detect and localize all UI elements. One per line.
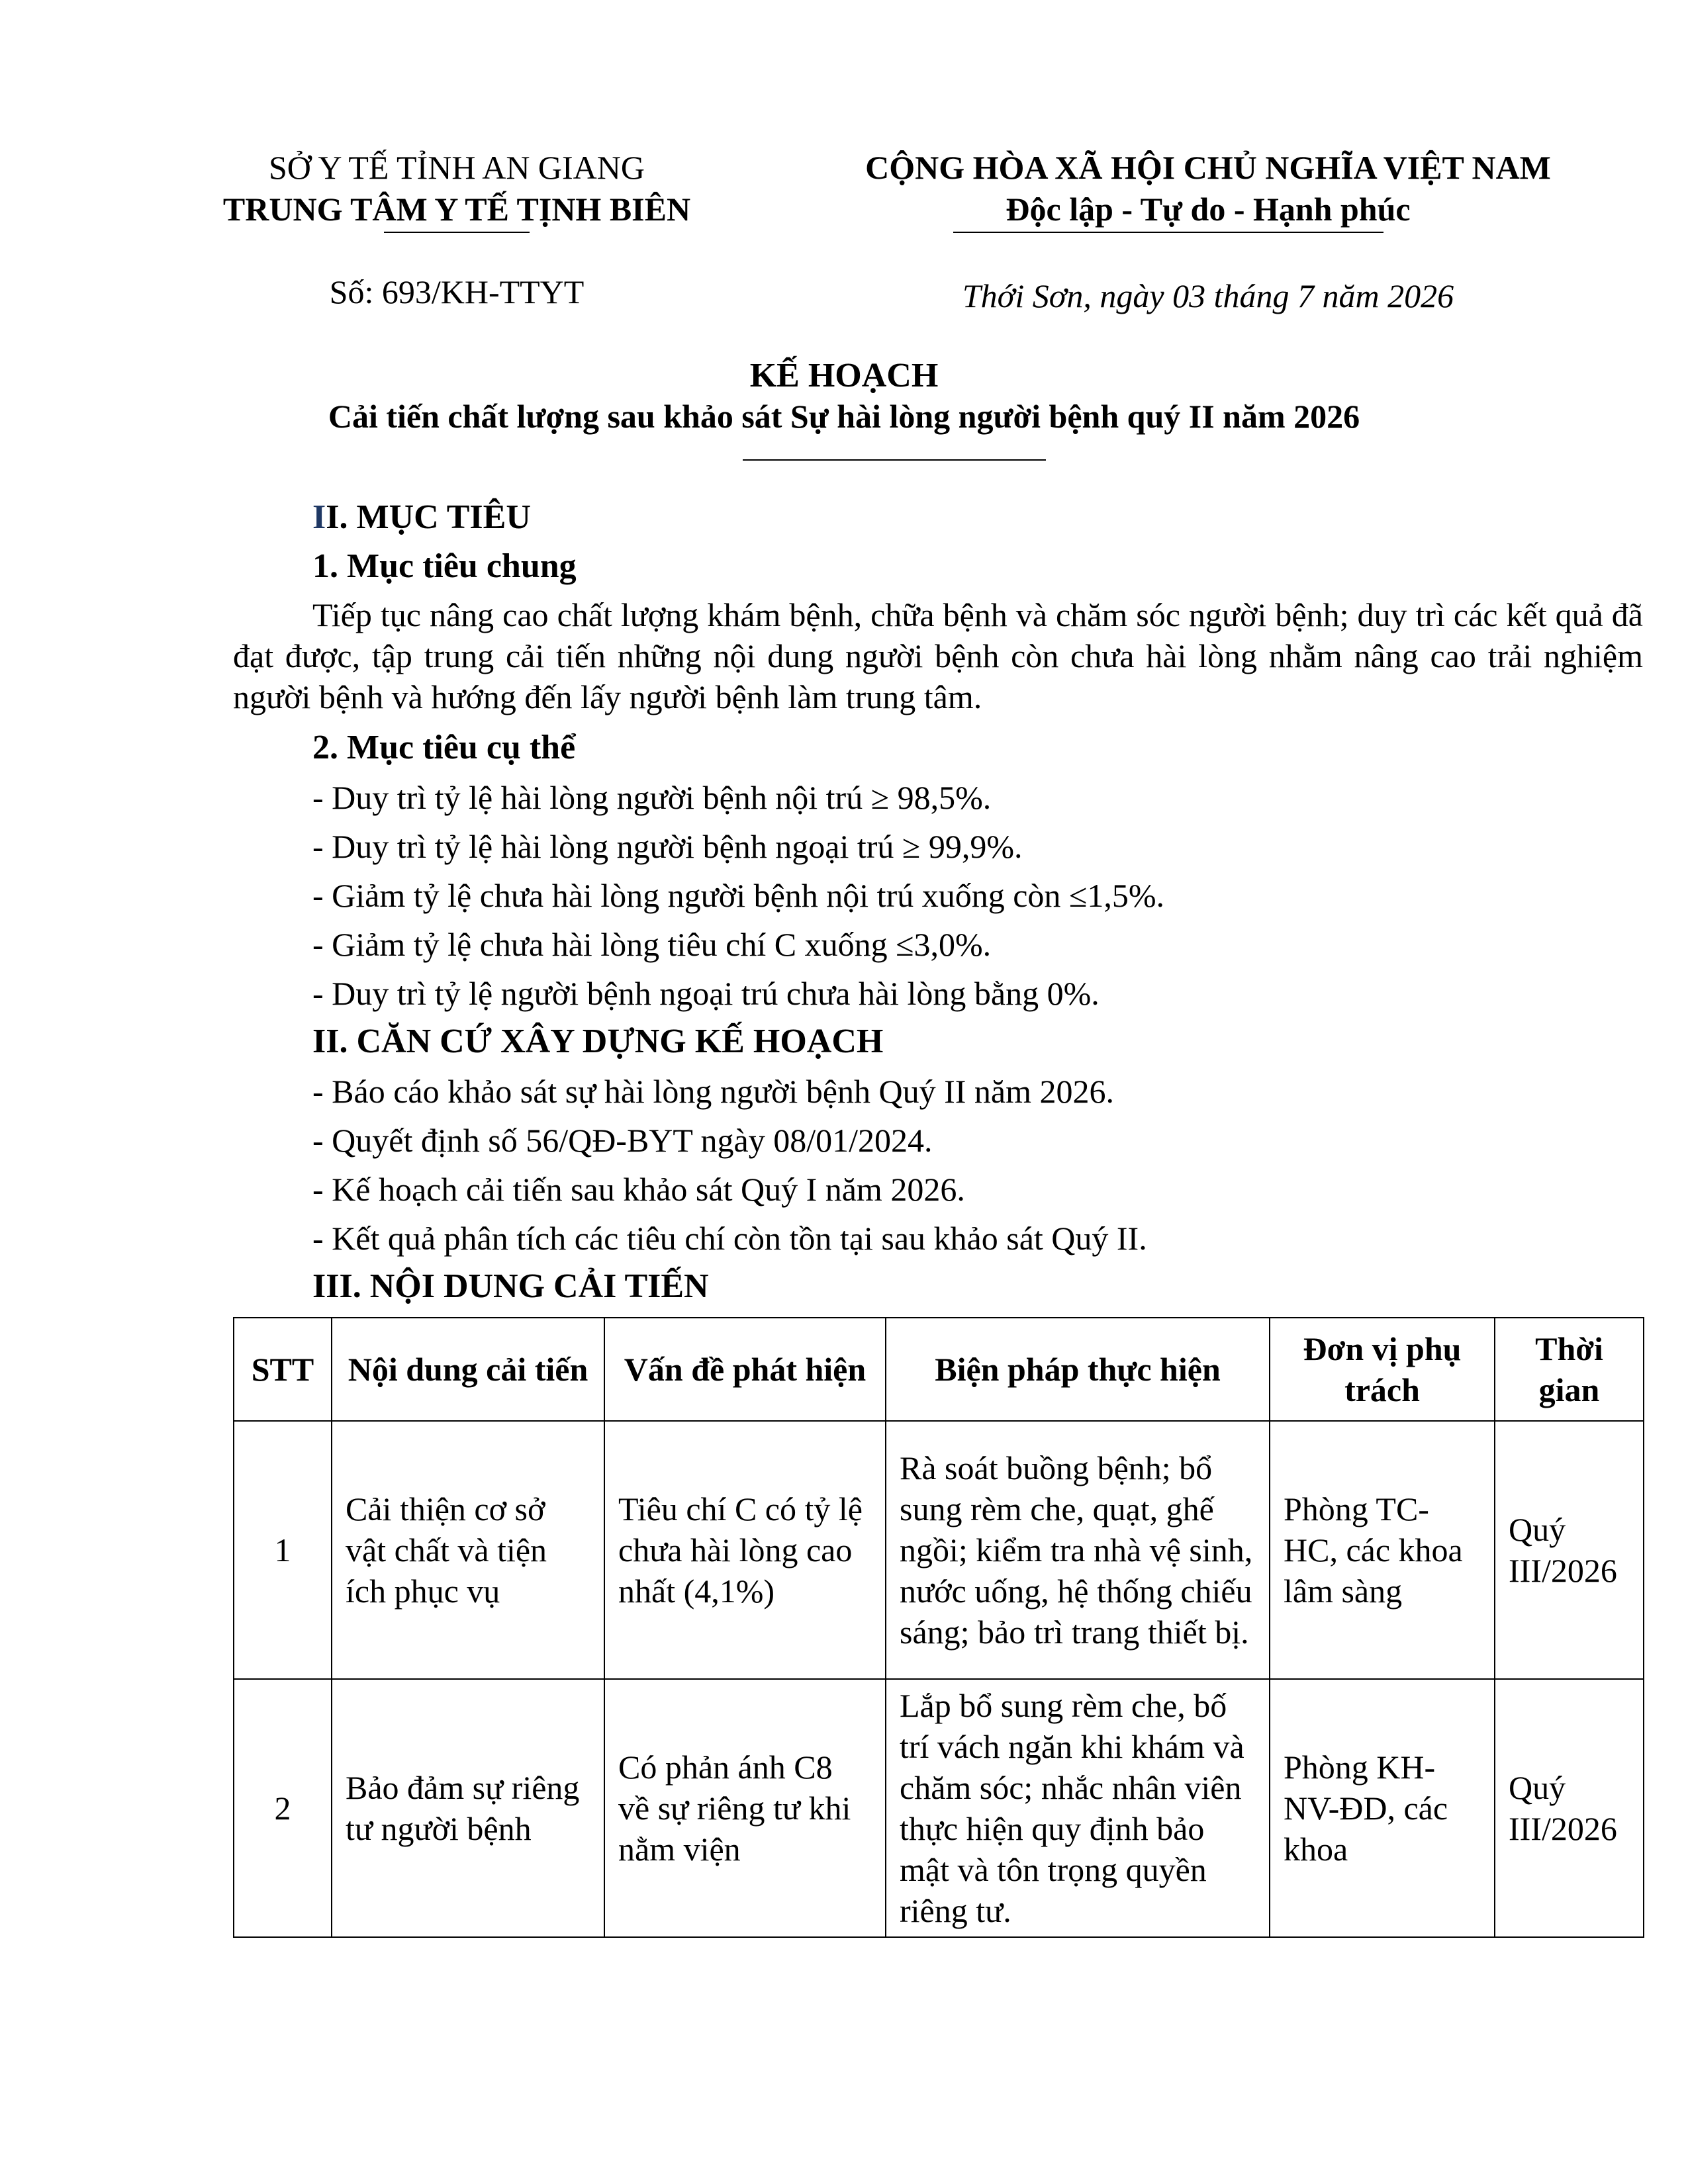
section-1-heading-text: I. MỤC TIÊU — [326, 498, 531, 536]
table-cell-stt: 2 — [234, 1679, 332, 1937]
objective-bullet: - Duy trì tỷ lệ hài lòng người bệnh nội trú ≥ 98,5%. — [312, 779, 992, 816]
table-cell-unit: Phòng KH-NV-ĐD, các khoa — [1270, 1679, 1495, 1937]
table-cell-stt: 1 — [234, 1421, 332, 1679]
table-cell-time: Quý III/2026 — [1495, 1421, 1644, 1679]
table-cell-content: Cải thiện cơ sở vật chất và tiện ích phục vụ — [332, 1421, 604, 1679]
subsection-1-1: 1. Mục tiêu chung — [312, 547, 577, 585]
agency-name: SỞ Y TẾ TỈNH AN GIANG — [268, 149, 645, 186]
table-row — [234, 1421, 1644, 1679]
table-cell-issue: Tiêu chí C có tỷ lệ chưa hài lòng cao nhất (4,1%) — [604, 1421, 886, 1679]
right-header-rule — [953, 232, 1383, 233]
section-2-heading: II. CĂN CỨ XÂY DỰNG KẾ HOẠCH — [312, 1023, 884, 1060]
column-header-issue: Vấn đề phát hiện — [604, 1318, 886, 1421]
section-1-roman: I — [312, 498, 326, 536]
objective-bullet: - Giảm tỷ lệ chưa hài lòng tiêu chí C xuống ≤3,0%. — [312, 926, 992, 963]
general-objective-paragraph — [233, 594, 1643, 717]
objective-bullet: - Duy trì tỷ lệ hài lòng người bệnh ngoại trú ≥ 99,9%. — [312, 828, 1023, 865]
title-rule — [743, 459, 1046, 461]
document-number: Số: 693/KH-TTYT — [329, 273, 585, 310]
table-cell-measures: Rà soát buồng bệnh; bổ sung rèm che, quạt, ghế ngồi; kiểm tra nhà vệ sinh, nước uống, hệ thống chiếu sáng; bảo trì trang thiết bị. — [886, 1421, 1270, 1679]
column-header-unit: Đơn vị phụ trách — [1270, 1318, 1495, 1421]
left-header-rule — [384, 232, 530, 233]
national-title: CỘNG HÒA XÃ HỘI CHỦ NGHĨA VIỆT NAM — [865, 149, 1551, 186]
basis-bullet: - Quyết định số 56/QĐ-BYT ngày 08/01/2024. — [312, 1122, 933, 1159]
column-header-measures: Biện pháp thực hiện — [886, 1318, 1270, 1421]
basis-bullet: - Báo cáo khảo sát sự hài lòng người bệnh Quý II năm 2026. — [312, 1073, 1114, 1110]
table-header-row — [234, 1318, 1644, 1421]
document-subtitle: Cải tiến chất lượng sau khảo sát Sự hài lòng người bệnh quý II năm 2026 — [328, 398, 1360, 435]
place-date: Thới Sơn, ngày 03 tháng 7 năm 2026 — [962, 277, 1454, 314]
subsection-1-2: 2. Mục tiêu cụ thể — [312, 729, 576, 766]
objective-bullet: - Giảm tỷ lệ chưa hài lòng người bệnh nội trú xuống còn ≤1,5%. — [312, 877, 1165, 914]
table-row — [234, 1679, 1644, 1937]
objective-bullet: - Duy trì tỷ lệ người bệnh ngoại trú chưa hài lòng bằng 0%. — [312, 975, 1100, 1012]
table-cell-content: Bảo đảm sự riêng tư người bệnh — [332, 1679, 604, 1937]
center-name: TRUNG TÂM Y TẾ TỊNH BIÊN — [222, 191, 691, 228]
document-title: KẾ HOẠCH — [749, 357, 939, 394]
column-header-content: Nội dung cải tiến — [332, 1318, 604, 1421]
section-1-heading — [312, 498, 531, 537]
national-motto: Độc lập - Tự do - Hạnh phúc — [1006, 191, 1411, 228]
improvement-table — [233, 1317, 1644, 1938]
table-cell-unit: Phòng TC-HC, các khoa lâm sàng — [1270, 1421, 1495, 1679]
column-header-time: Thời gian — [1495, 1318, 1644, 1421]
column-header-stt: STT — [234, 1318, 332, 1421]
section-3-heading: III. NỘI DUNG CẢI TIẾN — [312, 1267, 709, 1305]
table-cell-measures: Lắp bổ sung rèm che, bố trí vách ngăn khi khám và chăm sóc; nhắc nhân viên thực hiện quy định bảo mật và tôn trọng quyền riêng tư. — [886, 1679, 1270, 1937]
basis-bullet: - Kết quả phân tích các tiêu chí còn tồn tại sau khảo sát Quý II. — [312, 1220, 1147, 1257]
general-objective-text: Tiếp tục nâng cao chất lượng khám bệnh, chữa bệnh và chăm sóc người bệnh; duy trì các kết quả đã đạt được, tập trung cải tiến những nội dung người bệnh còn chưa hài lòng nhằm nâng cao trải nghiệm người bệnh và hướng đến lấy người bệnh làm trung tâm. — [233, 596, 1643, 715]
basis-bullet: - Kế hoạch cải tiến sau khảo sát Quý I năm 2026. — [312, 1171, 965, 1208]
table-cell-issue: Có phản ánh C8 về sự riêng tư khi nằm viện — [604, 1679, 886, 1937]
table-cell-time: Quý III/2026 — [1495, 1679, 1644, 1937]
